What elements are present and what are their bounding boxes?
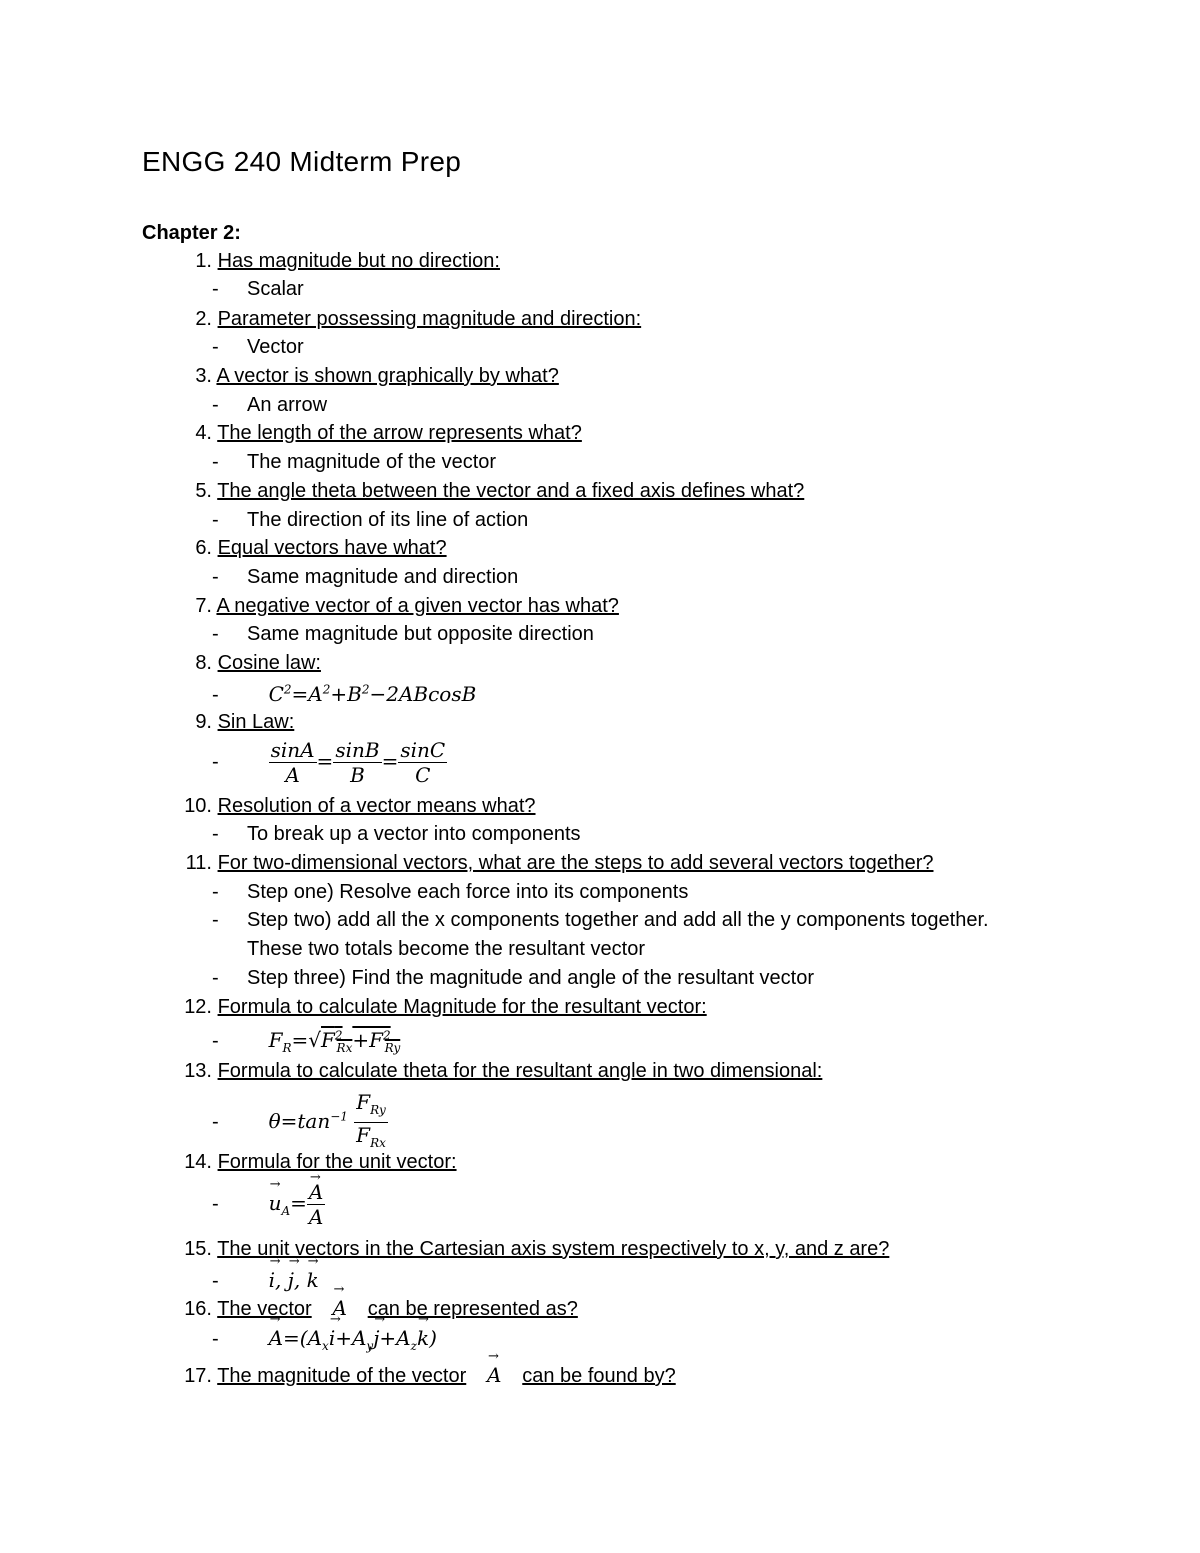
- answer-14-formula: [212, 1180, 325, 1229]
- question-text: Cosine law:: [217, 652, 321, 674]
- bullet-dash: -: [212, 1193, 219, 1216]
- question-1: [142, 250, 500, 273]
- bullet-dash: -: [212, 336, 219, 358]
- answer-11-step-3: [212, 967, 814, 990]
- question-number: 1.: [195, 250, 212, 272]
- question-number: 14.: [184, 1151, 212, 1173]
- question-number: 17.: [184, 1365, 212, 1387]
- answer-4: [212, 451, 496, 474]
- answer-2: [212, 336, 304, 359]
- question-text-part-a: The vector: [217, 1298, 312, 1320]
- question-text: For two-dimensional vectors, what are the steps to add several vectors together?: [217, 852, 934, 874]
- bullet-dash: -: [212, 278, 219, 300]
- question-text: Equal vectors have what?: [217, 537, 447, 559]
- answer-text: An arrow: [247, 394, 328, 416]
- bullet-dash: -: [212, 1111, 219, 1134]
- answer-9-formula: [212, 738, 447, 787]
- question-14: [142, 1151, 457, 1174]
- answer-11-step-2-continued: [247, 938, 645, 961]
- question-8: [142, 652, 321, 675]
- question-text: The length of the arrow represents what?: [217, 422, 582, 444]
- vector-component-formula: → $A=(A_x\to i+A_y\to j+A_z\to k)$: [269, 1326, 437, 1350]
- answer-text: These two totals become the resultant vector: [247, 938, 645, 960]
- answer-text: The magnitude of the vector: [247, 451, 497, 473]
- bullet-dash: -: [212, 967, 219, 989]
- answer-text: Step three) Find the magnitude and angle of the resultant vector: [247, 967, 815, 989]
- cartesian-unit-vectors: → i, → j, → k: [269, 1268, 319, 1292]
- question-text-part-b: can be found by?: [522, 1365, 676, 1387]
- question-6: [142, 537, 447, 560]
- answer-text: Vector: [247, 336, 304, 358]
- question-text-part-b: can be represented as?: [367, 1298, 578, 1320]
- question-4: [142, 422, 582, 445]
- resultant-angle-formula: $\theta=\tan^{-1}$ $\frac{F_{Ry}}{F_{Rx}}$: [268, 1090, 386, 1150]
- bullet-dash: -: [212, 684, 219, 706]
- question-text: The angle theta between the vector and a fixed axis defines what?: [217, 480, 805, 502]
- answer-1: [212, 278, 304, 301]
- answer-text: Same magnitude and direction: [247, 566, 519, 588]
- bullet-dash: -: [212, 751, 219, 774]
- bullet-dash: -: [212, 566, 219, 588]
- question-7: [142, 595, 619, 618]
- bullet-dash: -: [212, 881, 219, 903]
- answer-6: [212, 566, 518, 589]
- sin-law-formula: $\frac{\sin A}{A}$ = $\frac{\sin B}{B}$ = $\frac{\sin C}{C}$: [270, 738, 446, 787]
- answer-text: To break up a vector into components: [247, 823, 581, 845]
- vector-a-symbol: → A: [487, 1363, 501, 1387]
- question-text-part-a: The magnitude of the vector: [217, 1365, 467, 1387]
- answer-15-formula: [212, 1268, 319, 1293]
- bullet-dash: -: [212, 823, 219, 845]
- chapter-heading: Chapter 2:: [142, 222, 241, 244]
- question-text: Formula for the unit vector:: [217, 1151, 457, 1173]
- question-13: [142, 1060, 822, 1083]
- question-9: [142, 711, 294, 734]
- question-number: 2.: [195, 308, 212, 330]
- resultant-magnitude-formula: $F_R=√F^2_{Rx}+F^2_{Ry}$: [268, 1028, 401, 1055]
- question-text: The unit vectors in the Cartesian axis system respectively to x, y, and z are?: [217, 1238, 890, 1260]
- question-number: 13.: [184, 1060, 212, 1082]
- answer-text: Same magnitude but opposite direction: [247, 623, 594, 645]
- answer-5: [212, 509, 528, 532]
- answer-8-formula: [212, 682, 476, 707]
- question-text: Formula to calculate theta for the resultant angle in two dimensional:: [217, 1060, 823, 1082]
- question-5: [142, 480, 804, 503]
- bullet-dash: -: [212, 623, 219, 645]
- bullet-dash: -: [212, 1030, 219, 1052]
- question-11: [142, 852, 933, 875]
- question-text: Sin Law:: [217, 711, 295, 733]
- answer-text: Step one) Resolve each force into its components: [247, 881, 689, 903]
- question-text: Formula to calculate Magnitude for the resultant vector:: [217, 996, 707, 1018]
- question-number: 7.: [195, 595, 212, 617]
- answer-11-step-1: [212, 881, 688, 904]
- question-16: [142, 1296, 578, 1321]
- question-number: 4.: [195, 422, 212, 444]
- document-title: ENGG 240 Midterm Prep: [142, 146, 462, 177]
- question-17: [142, 1363, 676, 1388]
- answer-11-step-2: [212, 909, 989, 932]
- bullet-dash: -: [212, 509, 219, 531]
- question-text: Parameter possessing magnitude and direction:: [217, 308, 642, 330]
- question-number: 8.: [195, 652, 212, 674]
- unit-vector-formula: → $u_A=$ → $\frac{A}{A}$: [269, 1191, 326, 1215]
- answer-12-formula: [212, 1028, 400, 1055]
- answer-7: [212, 623, 594, 646]
- question-2: [142, 308, 641, 331]
- answer-text: The direction of its line of action: [247, 509, 529, 531]
- question-number: 10.: [184, 795, 212, 817]
- answer-13-formula: [212, 1090, 388, 1155]
- bullet-dash: -: [212, 909, 219, 931]
- question-text: A vector is shown graphically by what?: [216, 365, 559, 387]
- answer-text: Scalar: [247, 278, 304, 300]
- bullet-dash: -: [212, 1328, 219, 1350]
- question-3: [142, 365, 559, 388]
- vector-a-symbol: → A: [332, 1296, 346, 1320]
- question-text: Resolution of a vector means what?: [217, 795, 536, 817]
- answer-16-formula: [212, 1326, 437, 1353]
- answer-3: [212, 394, 327, 417]
- cosine-law-formula: $C^2=A^2+B^2-2ABcosB$: [268, 682, 477, 706]
- question-number: 3.: [195, 365, 212, 387]
- question-12: [142, 996, 707, 1019]
- question-number: 5.: [195, 480, 212, 502]
- bullet-dash: -: [212, 451, 219, 473]
- question-10: [142, 795, 536, 818]
- question-text: A negative vector of a given vector has what?: [216, 595, 619, 617]
- answer-10: [212, 823, 581, 846]
- question-number: 6.: [195, 537, 212, 559]
- question-number: 15.: [184, 1238, 212, 1260]
- question-number: 11.: [185, 852, 212, 874]
- bullet-dash: -: [212, 394, 219, 416]
- question-text: Has magnitude but no direction:: [217, 250, 500, 272]
- question-number: 9.: [195, 711, 212, 733]
- question-number: 16.: [184, 1298, 212, 1320]
- answer-text: Step two) add all the x components together and add all the y components together.: [247, 909, 989, 931]
- question-number: 12.: [184, 996, 212, 1018]
- question-15: [142, 1238, 889, 1261]
- bullet-dash: -: [212, 1270, 219, 1292]
